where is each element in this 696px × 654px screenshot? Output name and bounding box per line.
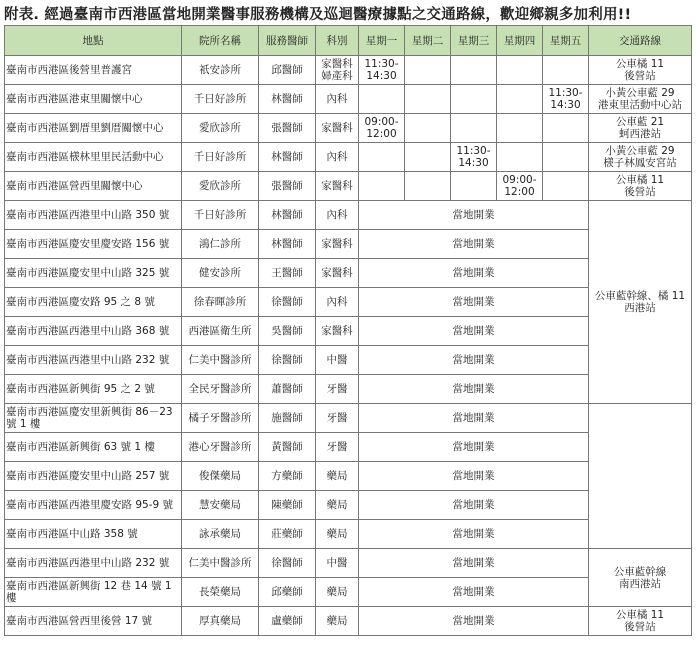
location-cell: 臺南市西港區西港里中山路 368 號 — [5, 317, 182, 346]
transit-cell: 小黃公車藍 29 港東里活動中心站 — [589, 85, 692, 114]
table-row — [5, 288, 692, 317]
practice-note-cell: 當地開業 — [359, 607, 589, 636]
location-cell: 臺南市西港區港東里關懷中心 — [5, 85, 182, 114]
wednesday-cell — [451, 56, 497, 85]
wednesday-cell: 11:30- 14:30 — [451, 143, 497, 172]
tuesday-cell — [405, 114, 451, 143]
table-row — [5, 172, 692, 201]
thursday-cell — [497, 85, 543, 114]
friday-cell — [543, 56, 589, 85]
clinic-cell: 千日好診所 — [182, 201, 259, 230]
location-cell: 臺南市西港區慶安里中山路 325 號 — [5, 259, 182, 288]
table-row — [5, 404, 692, 433]
doctor-cell: 林醫師 — [259, 143, 316, 172]
table-row — [5, 375, 692, 404]
clinic-cell: 長榮藥局 — [182, 578, 259, 607]
department-cell: 牙醫 — [316, 404, 359, 433]
practice-note-cell: 當地開業 — [359, 317, 589, 346]
clinic-cell: 厚真藥局 — [182, 607, 259, 636]
table-row — [5, 56, 692, 85]
clinic-cell: 俊傑藥局 — [182, 462, 259, 491]
monday-cell — [359, 172, 405, 201]
doctor-cell: 施醫師 — [259, 404, 316, 433]
location-cell: 臺南市西港區慶安里慶安路 156 號 — [5, 230, 182, 259]
transit-cell: 公車橘 11 後營站 — [589, 56, 692, 85]
table-row — [5, 230, 692, 259]
column-header-friday: 星期五 — [543, 26, 589, 56]
practice-note-cell: 當地開業 — [359, 404, 589, 433]
clinic-cell: 仁美中醫診所 — [182, 346, 259, 375]
practice-note-cell: 當地開業 — [359, 520, 589, 549]
practice-note-cell: 當地開業 — [359, 433, 589, 462]
clinic-cell: 詠承藥局 — [182, 520, 259, 549]
doctor-cell: 林醫師 — [259, 201, 316, 230]
tuesday-cell — [405, 172, 451, 201]
transit-cell-merged: 公車藍幹線、橘 11 西港站 — [589, 201, 692, 404]
monday-cell — [359, 143, 405, 172]
column-header-monday: 星期一 — [359, 26, 405, 56]
tuesday-cell — [405, 143, 451, 172]
table-row — [5, 201, 692, 230]
monday-cell — [359, 85, 405, 114]
doctor-cell: 張醫師 — [259, 114, 316, 143]
department-cell: 藥局 — [316, 462, 359, 491]
column-header-doctor: 服務醫師 — [259, 26, 316, 56]
clinic-cell: 全民牙醫診所 — [182, 375, 259, 404]
location-cell: 臺南市西港區新興街 12 巷 14 號 1 樓 — [5, 578, 182, 607]
friday-cell: 11:30- 14:30 — [543, 85, 589, 114]
location-cell: 臺南市西港區檨林里里民活動中心 — [5, 143, 182, 172]
doctor-cell: 林醫師 — [259, 85, 316, 114]
doctor-cell: 邱藥師 — [259, 578, 316, 607]
clinic-cell: 鴻仁診所 — [182, 230, 259, 259]
thursday-cell: 09:00- 12:00 — [497, 172, 543, 201]
department-cell: 牙醫 — [316, 375, 359, 404]
clinic-cell: 千日好診所 — [182, 85, 259, 114]
clinic-cell: 港心牙醫診所 — [182, 433, 259, 462]
location-cell: 臺南市西港區慶安里新興街 86－23 號 1 樓 — [5, 404, 182, 433]
location-cell: 臺南市西港區西港里中山路 350 號 — [5, 201, 182, 230]
column-header-clinic: 院所名稱 — [182, 26, 259, 56]
clinic-cell: 徐春暉診所 — [182, 288, 259, 317]
column-header-transit: 交通路線 — [589, 26, 692, 56]
page-title: 附表. 經過臺南市西港區當地開業醫事服務機構及巡迴醫療據點之交通路線，歡迎鄉親多加利用!! — [4, 7, 632, 23]
table-row — [5, 143, 692, 172]
doctor-cell: 徐醫師 — [259, 346, 316, 375]
clinic-cell: 慧安藥局 — [182, 491, 259, 520]
clinic-cell: 橘子牙醫診所 — [182, 404, 259, 433]
clinic-cell: 健安診所 — [182, 259, 259, 288]
practice-note-cell: 當地開業 — [359, 288, 589, 317]
practice-note-cell: 當地開業 — [359, 201, 589, 230]
doctor-cell: 盧藥師 — [259, 607, 316, 636]
location-cell: 臺南市西港區營西里後營 17 號 — [5, 607, 182, 636]
location-cell: 臺南市西港區新興街 95 之 2 號 — [5, 375, 182, 404]
table-row — [5, 346, 692, 375]
department-cell: 家醫科 — [316, 259, 359, 288]
transit-cell: 公車藍 21 蚵西港站 — [589, 114, 692, 143]
thursday-cell — [497, 56, 543, 85]
wednesday-cell — [451, 114, 497, 143]
doctor-cell: 吳醫師 — [259, 317, 316, 346]
friday-cell — [543, 172, 589, 201]
department-cell: 內科 — [316, 143, 359, 172]
table-header-row — [5, 26, 692, 56]
location-cell: 臺南市西港區西港里中山路 232 號 — [5, 549, 182, 578]
doctor-cell: 王醫師 — [259, 259, 316, 288]
column-header-wednesday: 星期三 — [451, 26, 497, 56]
department-cell: 中醫 — [316, 346, 359, 375]
transit-cell-empty — [589, 404, 692, 549]
location-cell: 臺南市西港區西港里中山路 232 號 — [5, 346, 182, 375]
location-cell: 臺南市西港區西港里慶安路 95-9 號 — [5, 491, 182, 520]
column-header-department: 科別 — [316, 26, 359, 56]
monday-cell: 09:00- 12:00 — [359, 114, 405, 143]
department-cell: 內科 — [316, 288, 359, 317]
department-cell: 藥局 — [316, 578, 359, 607]
location-cell: 臺南市西港區中山路 358 號 — [5, 520, 182, 549]
wednesday-cell — [451, 172, 497, 201]
doctor-cell: 徐醫師 — [259, 288, 316, 317]
doctor-cell: 蕭醫師 — [259, 375, 316, 404]
practice-note-cell: 當地開業 — [359, 230, 589, 259]
thursday-cell — [497, 114, 543, 143]
practice-note-cell: 當地開業 — [359, 491, 589, 520]
location-cell: 臺南市西港區營西里關懷中心 — [5, 172, 182, 201]
tuesday-cell — [405, 85, 451, 114]
doctor-cell: 邱醫師 — [259, 56, 316, 85]
practice-note-cell: 當地開業 — [359, 462, 589, 491]
clinic-cell: 西港區衛生所 — [182, 317, 259, 346]
practice-note-cell: 當地開業 — [359, 578, 589, 607]
clinic-table — [4, 25, 692, 636]
table-row — [5, 491, 692, 520]
doctor-cell: 莊藥師 — [259, 520, 316, 549]
practice-note-cell: 當地開業 — [359, 259, 589, 288]
transit-cell: 小黃公車藍 29 檨子林鳳安宮站 — [589, 143, 692, 172]
table-row — [5, 549, 692, 578]
clinic-cell: 仁美中醫診所 — [182, 549, 259, 578]
location-cell: 臺南市西港區慶安路 95 之 8 號 — [5, 288, 182, 317]
thursday-cell — [497, 143, 543, 172]
department-cell: 內科 — [316, 85, 359, 114]
column-header-tuesday: 星期二 — [405, 26, 451, 56]
tuesday-cell — [405, 56, 451, 85]
table-row — [5, 578, 692, 607]
clinic-cell: 千日好診所 — [182, 143, 259, 172]
department-cell: 家醫科 婦產科 — [316, 56, 359, 85]
location-cell: 臺南市西港區新興街 63 號 1 樓 — [5, 433, 182, 462]
doctor-cell: 方藥師 — [259, 462, 316, 491]
friday-cell — [543, 114, 589, 143]
clinic-cell: 祇安診所 — [182, 56, 259, 85]
department-cell: 牙醫 — [316, 433, 359, 462]
clinic-cell: 愛欣診所 — [182, 172, 259, 201]
table-row — [5, 607, 692, 636]
department-cell: 內科 — [316, 201, 359, 230]
department-cell: 家醫科 — [316, 317, 359, 346]
table-row — [5, 85, 692, 114]
doctor-cell: 黃醫師 — [259, 433, 316, 462]
department-cell: 中醫 — [316, 549, 359, 578]
table-row — [5, 462, 692, 491]
department-cell: 家醫科 — [316, 230, 359, 259]
practice-note-cell: 當地開業 — [359, 549, 589, 578]
location-cell: 臺南市西港區劉厝里劉厝關懷中心 — [5, 114, 182, 143]
table-row — [5, 433, 692, 462]
practice-note-cell: 當地開業 — [359, 346, 589, 375]
wednesday-cell — [451, 85, 497, 114]
department-cell: 藥局 — [316, 491, 359, 520]
doctor-cell: 徐醫師 — [259, 549, 316, 578]
location-cell: 臺南市西港區後營里普護宮 — [5, 56, 182, 85]
practice-note-cell: 當地開業 — [359, 375, 589, 404]
table-row — [5, 317, 692, 346]
column-header-thursday: 星期四 — [497, 26, 543, 56]
transit-cell-merged: 公車藍幹線 南西港站 — [589, 549, 692, 607]
table-row — [5, 520, 692, 549]
location-cell: 臺南市西港區慶安里中山路 257 號 — [5, 462, 182, 491]
monday-cell: 11:30- 14:30 — [359, 56, 405, 85]
table-row — [5, 114, 692, 143]
friday-cell — [543, 143, 589, 172]
department-cell: 家醫科 — [316, 172, 359, 201]
doctor-cell: 林醫師 — [259, 230, 316, 259]
transit-cell: 公車橘 11 後營站 — [589, 172, 692, 201]
department-cell: 藥局 — [316, 607, 359, 636]
doctor-cell: 陳藥師 — [259, 491, 316, 520]
department-cell: 藥局 — [316, 520, 359, 549]
department-cell: 家醫科 — [316, 114, 359, 143]
clinic-cell: 愛欣診所 — [182, 114, 259, 143]
table-row — [5, 259, 692, 288]
doctor-cell: 張醫師 — [259, 172, 316, 201]
transit-cell-merged: 公車橘 11 後營站 — [589, 607, 692, 636]
column-header-location: 地點 — [5, 26, 182, 56]
